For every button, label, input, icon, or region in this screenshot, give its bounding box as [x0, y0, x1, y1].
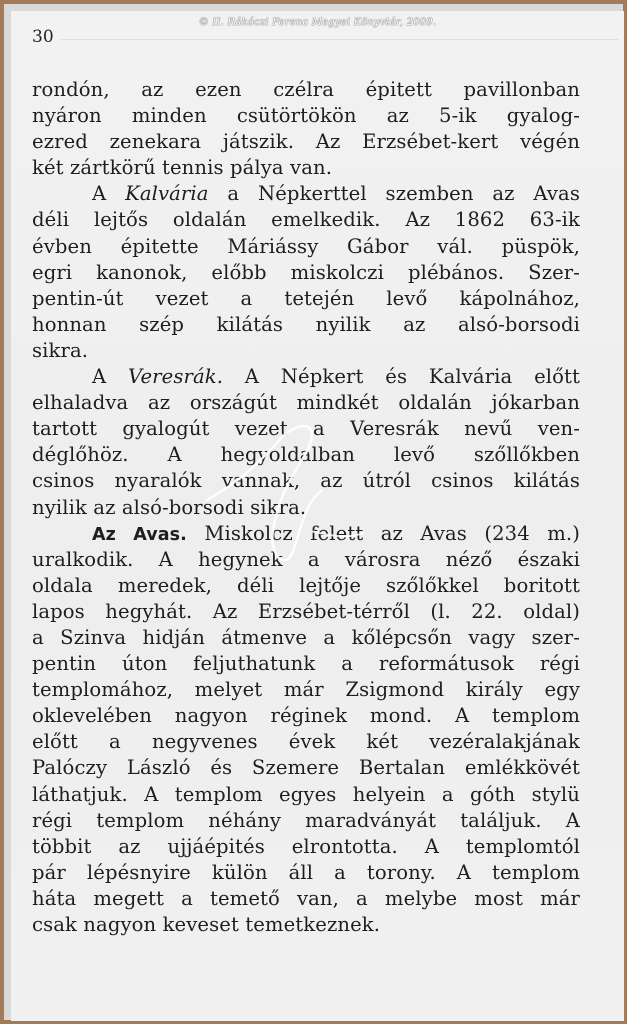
text-run: két zártkörű tennis pálya van. — [32, 156, 333, 180]
text-line — [32, 442, 580, 468]
text-line — [32, 755, 580, 781]
text-line — [32, 573, 580, 599]
body-text — [32, 77, 580, 938]
text-line — [32, 886, 580, 912]
text-run: nyilik az alsó-borsodi sikra. — [32, 495, 307, 519]
text-run: ezred zenekara játszik. Az Erzsébet-kert végén — [32, 130, 580, 154]
text-run: egri kanonok, előbb miskolczi plébános. Szer- — [32, 260, 580, 284]
text-run: Az Avas. — [92, 524, 187, 545]
text-line — [32, 260, 580, 286]
page-frame-inner — [4, 4, 623, 1020]
text-run: Miskolcz felett az Avas (234 m.) — [186, 521, 580, 545]
text-run: háta megett a temető van, a melybe most már — [32, 886, 580, 910]
text-run: pár lépésnyire külön áll a torony. A templom — [32, 860, 580, 884]
text-line — [32, 834, 580, 860]
text-run: honnan szép kilátás nyilik az alsó-borsodi — [32, 312, 580, 336]
text-run: uralkodik. A hegynek a városra néző északi — [32, 547, 580, 571]
text-line — [32, 808, 580, 834]
text-line — [32, 234, 580, 260]
text-line — [32, 703, 580, 729]
text-line — [32, 338, 580, 364]
text-line — [32, 521, 580, 547]
text-run: pentin-út vezet a tetején levő kápolnához, — [32, 286, 580, 310]
text-run: a Szinva hidján átmenve a kőlépcsőn vagy szer- — [32, 625, 580, 649]
text-line — [32, 677, 580, 703]
text-line — [32, 729, 580, 755]
text-line — [32, 103, 580, 129]
text-line — [32, 625, 580, 651]
text-run: láthatjuk. A templom egyes helyein a góth stylü — [32, 782, 580, 806]
text-run: nyáron minden csütörtökön az 5-ik gyalog- — [32, 104, 580, 128]
page-number: 30 — [32, 27, 54, 47]
text-line — [32, 77, 580, 103]
text-run: csinos nyaralók vannak, az útról csinos kilátás — [32, 469, 580, 493]
text-run: A — [92, 365, 129, 389]
text-line — [32, 599, 580, 625]
book-page — [11, 11, 624, 1021]
header-rule — [61, 39, 618, 40]
text-run: régi templom néhány maradványát találjuk. A — [32, 808, 580, 832]
text-line — [32, 129, 580, 155]
text-line — [32, 495, 580, 521]
text-run: sikra. — [32, 338, 89, 362]
text-line — [32, 207, 580, 233]
text-run: Palóczy László és Szemere Bertalan emlékkövét — [32, 756, 580, 780]
text-line — [32, 782, 580, 808]
copyright-watermark: © II. Rákóczi Ferenc Megyei Könyvtár, 2009. — [198, 17, 437, 28]
text-line — [32, 912, 580, 938]
text-run: templomához, melyet már Zsigmond király egy — [32, 678, 580, 702]
text-line — [32, 364, 580, 390]
text-run: A Népkert és Kalvária előtt — [223, 365, 580, 389]
text-line — [32, 468, 580, 494]
text-run: déglőhöz. A hegyoldalban levő szőllőkben — [32, 443, 580, 467]
text-line — [32, 547, 580, 573]
text-run: elhaladva az országút mindkét oldalán jókarban — [32, 391, 580, 415]
text-run: A — [92, 182, 126, 206]
text-run: oklevelében nagyon réginek mond. A templom — [32, 704, 580, 728]
text-run: csak nagyon keveset temetkeznek. — [32, 913, 381, 936]
text-line — [32, 286, 580, 312]
text-line — [32, 312, 580, 338]
text-line — [32, 181, 580, 207]
text-run: oldala meredek, déli lejtője szőlőkkel boritott — [32, 573, 580, 597]
text-run: déli lejtős oldalán emelkedik. Az 1862 63-ik — [32, 208, 580, 232]
text-run: lapos hegyhát. Az Erzsébet-térről (l. 22. oldal) — [32, 599, 580, 623]
text-run: a Népkerttel szemben az Avas — [208, 182, 580, 206]
text-line — [32, 651, 580, 677]
text-line — [32, 416, 580, 442]
text-run: tartott gyalogút vezet a Veresrák nevű ven- — [32, 417, 580, 441]
text-run: rondón, az ezen czélra épitett pavillonban — [32, 78, 580, 101]
text-run: Veresrák. — [128, 365, 224, 389]
text-run: előtt a negyvenes évek két vezéralakjának — [32, 730, 580, 754]
text-run: Kalvária — [125, 182, 209, 206]
text-line — [32, 390, 580, 416]
text-run: pentin úton feljuthatunk a reformátusok régi — [32, 652, 580, 676]
text-line — [32, 155, 580, 181]
text-run: többit az ujjáépités elrontotta. A templomtól — [32, 834, 580, 858]
text-run: évben épitette Máriássy Gábor vál. püspök, — [32, 234, 580, 258]
text-line — [32, 860, 580, 886]
